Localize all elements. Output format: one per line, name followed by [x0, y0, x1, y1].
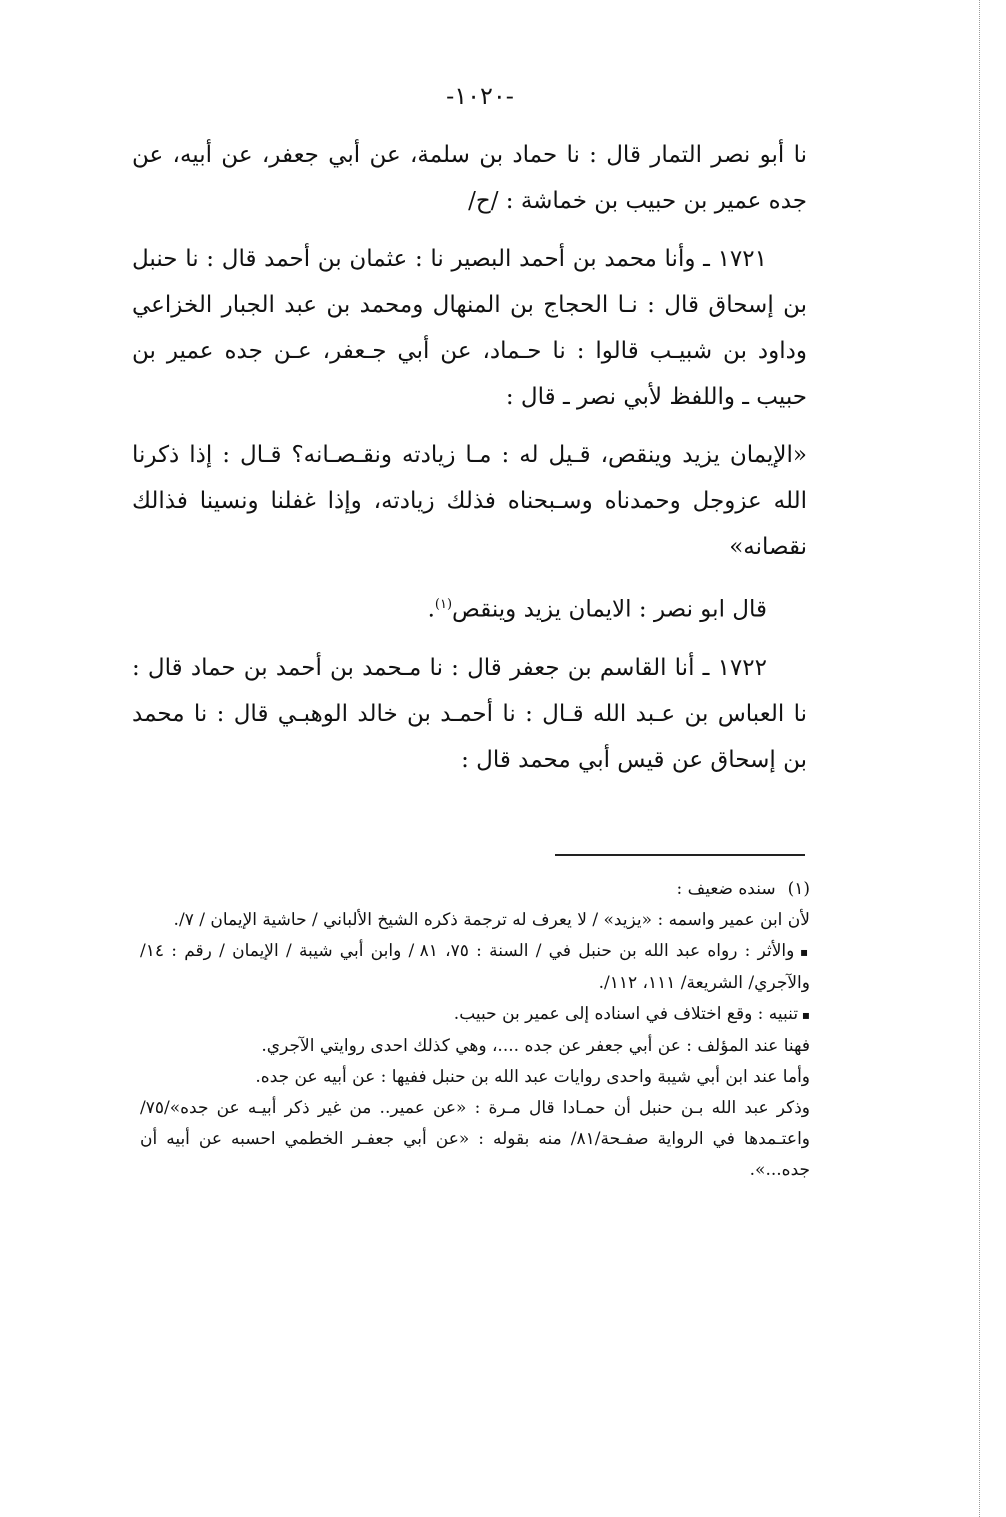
footnote-line-abdullah: وذكر عبد الله بـن حنبل أن حمـادا قال مـرة : «عن عمير.. من غير ذكر أبيـه عن جده»/٧٥/ واعتـمدها في الرواية صفـحة/٨١/ منه بقوله : «عن أبي جعفـر الخطمي احسبه عن أبيه أن جده...». — [140, 1098, 811, 1180]
paragraph-1721: ١٧٢١ ـ وأنا محمد بن أحمد البصير نا : عثمان بن أحمد قال : نا حنبل بن إسحاق قال : نـا الحجاج بن المنهال ومحمد بن عبد الجبار الخزاعي وداود بن شبيـب قالوا : نا حـماد، عن أبي جـعفر، عـن جده عمير بن حبيب ـ واللفظ لأبي نصر ـ قال : — [132, 246, 807, 410]
paragraph-1722: ١٧٢٢ ـ أنا القاسم بن جعفر قال : نا مـحمد بن أحمد بن حماد قال : نا العباس بن عـبد الله قـال : نا أحمـد بن خالد الوهبـي قال : نا محمد بن إسحاق عن قيس أبي محمد قال : — [132, 654, 807, 773]
abu-nasr-end: . — [427, 596, 435, 623]
main-text-body — [132, 132, 807, 795]
paragraph-athar-quote: «الإيمان يزيد وينقص، قـيل له : مـا زيادته ونقـصـانه؟ قـال : إذا ذكرنا الله عزوجل وحمدناه وسـبحناه فذلك زيادته، وإذا غفلنا ونسينا فذالك نقصانه» — [132, 442, 807, 560]
footnote-line-ibn-abi-shaybah: وأما عند ابن أبي شيبة واحدى روايات عبد الله بن حنبل ففيها : عن أبيه عن جده. — [255, 1067, 810, 1087]
footnotes-section — [140, 874, 810, 1186]
footnote-1-reason: لأن ابن عمير واسمه : «يزيد» / لا يعرف له ترجمة ذكره الشيخ الألباني / حاشية الإيمان / ٧/. — [173, 910, 810, 930]
paragraph-isnad-intro: نا أبو نصر التمار قال : نا حماد بن سلمة، عن أبي جعفر، عن أبيه، عن جده عمير بن حبيب بن خماشة : /ح/ — [132, 142, 807, 214]
footnote-1-number: (١) — [787, 879, 810, 899]
page-edge-line — [979, 0, 980, 1517]
page-number: -١٠٢٠- — [446, 82, 514, 110]
footnote-athar-sources: ▪ والأثر : رواه عبد الله بن حنبل في / السنة : ٧٥، ٨١ / وابن أبي شيبة / الإيمان / رقم : ١٤/ والآجري/ الشريعة/ ١١١، ١١٢/. — [140, 936, 810, 999]
footnote-line-author: فهنا عند المؤلف : عن أبي جعفر عن جده ....، وهي كذلك احدى روايتي الآجري. — [261, 1036, 810, 1056]
footnote-1-heading — [140, 874, 810, 905]
footnote-reference[interactable]: (١) — [434, 597, 453, 612]
abu-nasr-text: قال ابو نصر : الايمان يزيد وينقص — [452, 596, 767, 623]
footnote-1-title: سنده ضعيف : — [676, 879, 776, 899]
paragraph-abu-nasr — [132, 582, 807, 633]
footnote-divider — [555, 854, 805, 856]
footnote-tanbih: ▪ تنبيه : وقع اختلاف في اسناده إلى عمير بن حبيب. — [140, 999, 810, 1031]
